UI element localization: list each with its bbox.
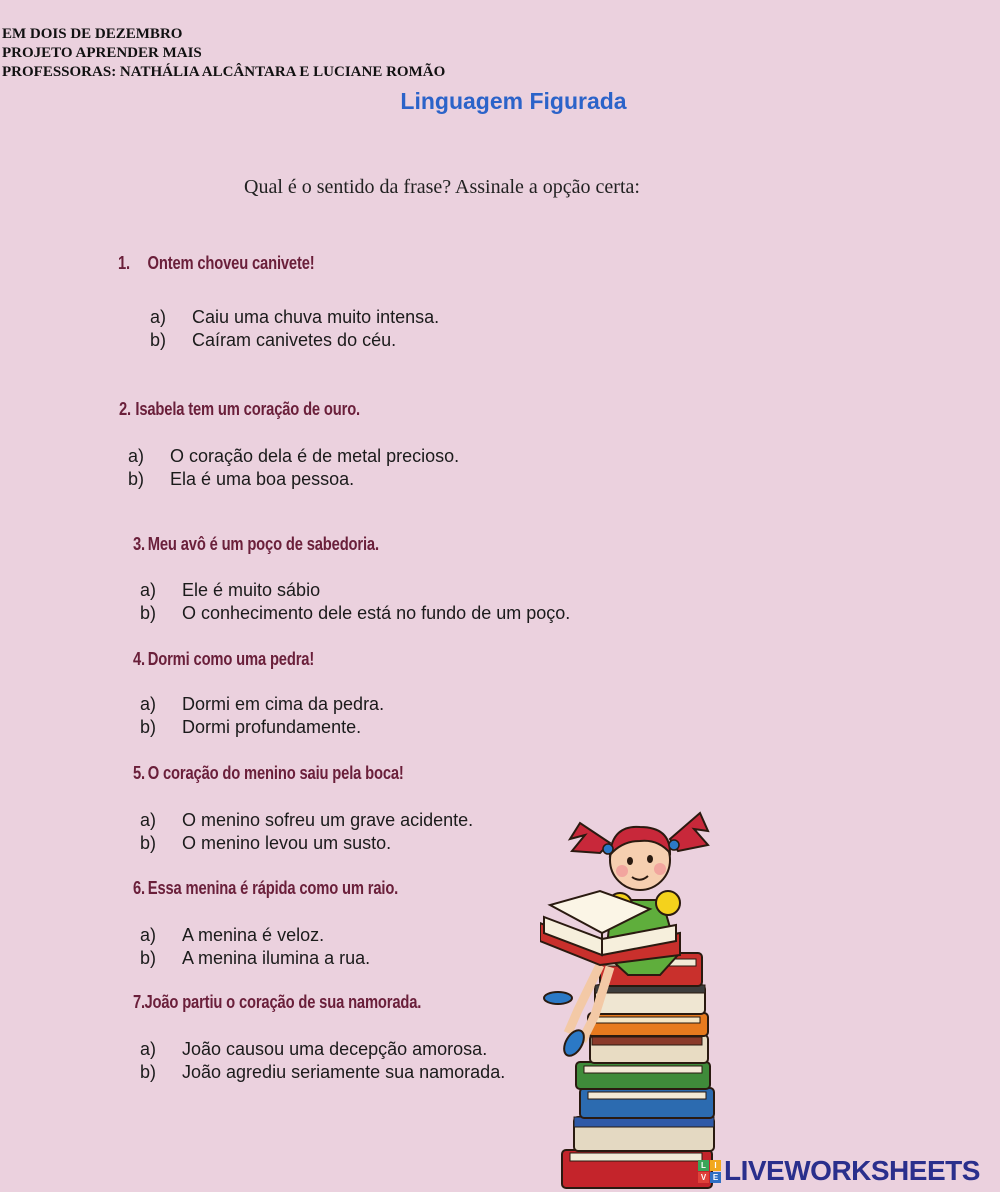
option-b[interactable] — [140, 602, 570, 625]
question-number: 4. — [133, 649, 145, 669]
option-b[interactable] — [140, 716, 384, 739]
option-text: Caiu uma chuva muito intensa. — [192, 307, 440, 327]
question-text: Ontem choveu canivete! — [147, 253, 315, 273]
girl-reading-on-books-illustration — [540, 805, 720, 1192]
logo-letter: E — [710, 1172, 721, 1183]
question-number: 6. — [133, 878, 145, 898]
header-project: PROJETO APRENDER MAIS — [2, 45, 202, 61]
option-text: A menina é veloz. — [182, 925, 325, 945]
question-text: Essa menina é rápida como um raio. — [147, 878, 399, 898]
question-7-options — [140, 1038, 505, 1084]
option-text: Ele é muito sábio — [182, 580, 321, 600]
option-label: b) — [140, 603, 157, 623]
option-text: João agrediu seriamente sua namorada. — [182, 1062, 506, 1082]
option-a[interactable] — [140, 693, 384, 716]
option-text: Ela é uma boa pessoa. — [170, 469, 355, 489]
option-label: a) — [140, 694, 157, 714]
page-title: Linguagem Figurada — [400, 88, 627, 114]
question-number: 3. — [133, 534, 145, 554]
option-b[interactable] — [140, 947, 370, 970]
option-b[interactable] — [140, 1061, 505, 1084]
option-label: a) — [140, 580, 157, 600]
option-label: b) — [140, 717, 157, 737]
option-text: Dormi em cima da pedra. — [182, 694, 385, 714]
option-a[interactable] — [140, 1038, 505, 1061]
question-text: Meu avô é um poço de sabedoria. — [147, 534, 379, 554]
option-text: O conhecimento dele está no fundo de um poço. — [182, 603, 571, 623]
option-label: b) — [128, 469, 145, 489]
option-label: b) — [140, 833, 157, 853]
option-label: a) — [150, 307, 167, 327]
option-text: O menino levou um susto. — [182, 833, 392, 853]
option-label: a) — [140, 925, 157, 945]
option-a[interactable] — [140, 579, 570, 602]
option-a[interactable] — [150, 306, 439, 329]
option-label: a) — [140, 1039, 157, 1059]
question-4 — [133, 649, 314, 670]
brand-name: LIVEWORKSHEETS — [724, 1155, 980, 1186]
question-5 — [133, 763, 404, 784]
logo-letter: I — [710, 1160, 721, 1171]
header — [2, 25, 702, 82]
option-label: b) — [140, 1062, 157, 1082]
question-text: O coração do menino saiu pela boca! — [147, 763, 404, 783]
question-number: 5. — [133, 763, 145, 783]
option-label: a) — [140, 810, 157, 830]
question-text: João partiu o coração de sua namorada. — [144, 992, 422, 1012]
option-a[interactable] — [140, 809, 473, 832]
option-label: b) — [150, 330, 167, 350]
question-text: Dormi como uma pedra! — [147, 649, 315, 669]
option-a[interactable] — [128, 445, 459, 468]
question-3 — [133, 534, 379, 555]
option-text: João causou uma decepção amorosa. — [182, 1039, 488, 1059]
question-number: 2. — [119, 399, 131, 419]
question-text: Isabela tem um coração de ouro. — [135, 399, 360, 419]
question-2 — [119, 399, 360, 420]
option-label: b) — [140, 948, 157, 968]
question-number: 1. — [118, 253, 130, 273]
option-a[interactable] — [140, 924, 370, 947]
option-text: O menino sofreu um grave acidente. — [182, 810, 474, 830]
question-6 — [133, 878, 398, 899]
header-date: EM DOIS DE DEZEMBRO — [2, 26, 183, 42]
option-text: Dormi profundamente. — [182, 717, 362, 737]
option-text: O coração dela é de metal precioso. — [170, 446, 460, 466]
question-4-options — [140, 693, 384, 739]
option-text: A menina ilumina a rua. — [182, 948, 371, 968]
question-number: 7. — [133, 992, 145, 1012]
question-1 — [118, 253, 315, 274]
option-b[interactable] — [128, 468, 459, 491]
option-b[interactable] — [150, 329, 439, 352]
option-b[interactable] — [140, 832, 473, 855]
liveworksheets-logo[interactable] — [698, 1155, 980, 1187]
question-7 — [133, 992, 421, 1013]
option-text: Caíram canivetes do céu. — [192, 330, 397, 350]
logo-letter: L — [698, 1160, 709, 1171]
question-3-options — [140, 579, 570, 625]
instruction: Qual é o sentido da frase? Assinale a opção certa: — [244, 176, 640, 198]
option-label: a) — [128, 446, 145, 466]
header-teachers: PROFESSORAS: NATHÁLIA ALCÂNTARA E LUCIANE ROMÃO — [2, 64, 446, 80]
question-1-options — [150, 306, 439, 352]
question-2-options — [128, 445, 459, 491]
liveworksheets-logo-icon — [698, 1160, 721, 1183]
logo-letter: V — [698, 1172, 709, 1183]
question-5-options — [140, 809, 473, 855]
question-6-options — [140, 924, 370, 970]
